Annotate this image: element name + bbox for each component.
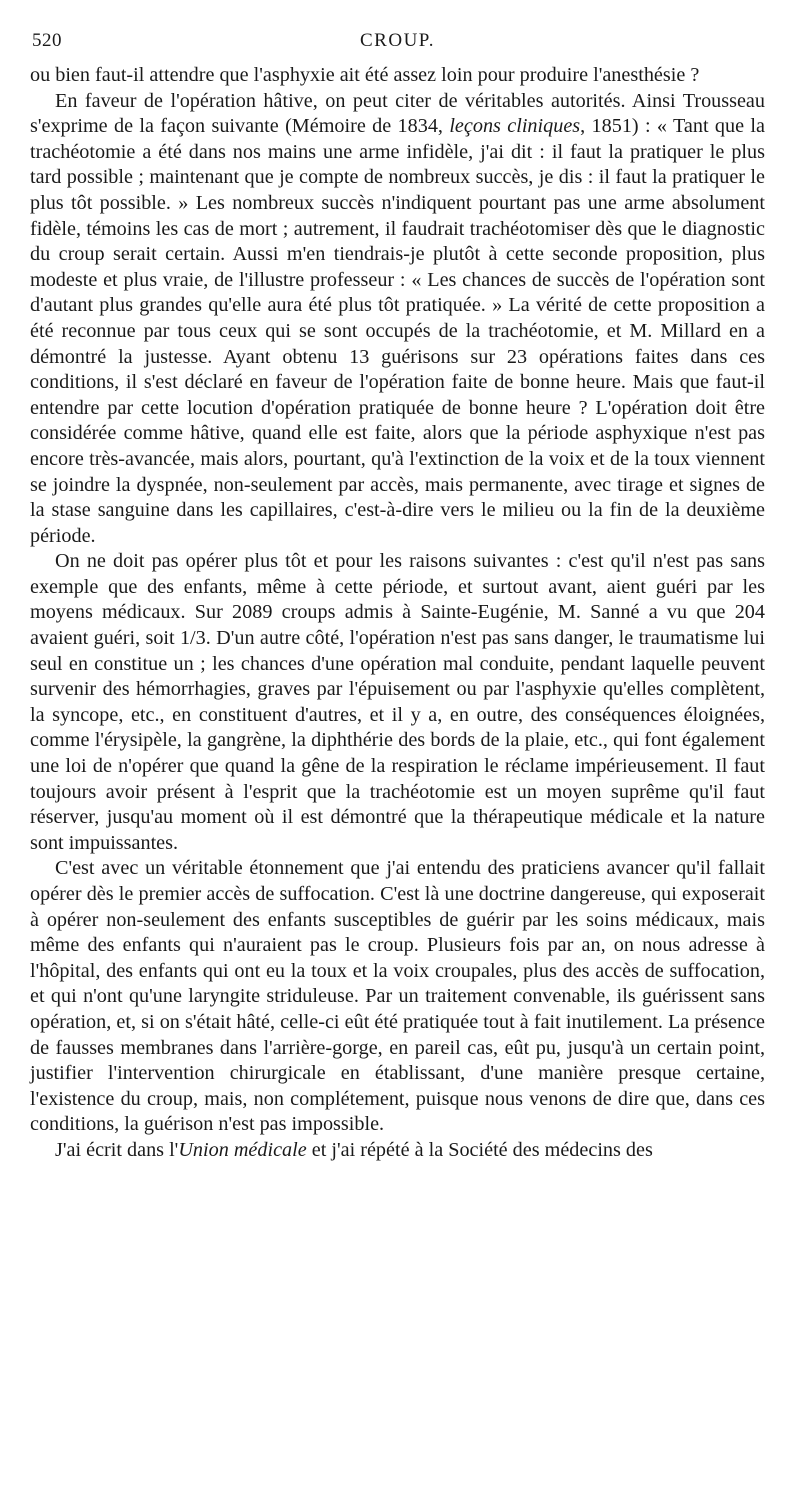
book-page [30, 30, 765, 1164]
paragraph [30, 856, 765, 1138]
page-number: 520 [32, 30, 62, 51]
text-run: C'est avec un véritable étonnement que j'ai entendu des praticiens avancer qu'il fallait opérer dès le premier accès de suffocation. C'est là une doctrine dangereuse, qui exposerait à opérer non-seulement des enfants susceptibles de guérir par les soins médicaux, mais même des enfants qui n'auraient pas le croup. Plusieurs fois par an, on nous adresse à l'hôpital, des enfants qui ont eu la toux et la voix croupales, plus des accès de suffocation, et qui n'ont qu'une laryngite striduleuse. Par un traitement convenable, ils guérissent sans opération, et, si on s'était hâté, celle-ci eût été pratiquée tout à fait inutilement. La présence de fausses membranes dans l'arrière-gorge, en pareil cas, eût pu, jusqu'à un certain point, justifier l'intervention chirurgicale en établissant, d'une manière presque certaine, l'existence du croup, mais, non complétement, puisque nous venons de dire que, dans ces conditions, la guérison n'est pas impossible. [30, 857, 765, 1136]
paragraph [30, 89, 765, 550]
body-text [30, 63, 765, 1164]
running-head: CROUP. [360, 30, 435, 51]
italic-text: Union médicale [178, 1138, 307, 1161]
text-run: J'ai écrit dans l' [55, 1138, 179, 1161]
page-header [30, 30, 765, 60]
paragraph [30, 63, 765, 89]
text-run: On ne doit pas opérer plus tôt et pour les raisons suivantes : c'est qu'il n'est pas sans exemple que des enfants, même à cette période, et surtout avant, aient guéri par les moyens médicaux. Sur 2089 croups admis à Sainte-Eugénie, M. Sanné a vu que 204 avaient guéri, soit 1/3. D'un autre côté, l'opération n'est pas sans danger, le traumatisme lui seul en constitue un ; les chances d'une opération mal conduite, pendant laquelle peuvent survenir des hémorrhagies, graves par l'épuisement ou par l'asphyxie qu'elles complètent, la syncope, etc., en constituent d'autres, et il y a, en outre, des conséquences éloignées, comme l'érysipèle, la gangrène, la diphthérie des bords de la plaie, etc., qui font également une loi de n'opérer que quand la gêne de la respiration le réclame impérieusement. Il faut toujours avoir présent à l'esprit que la trachéotomie est un moyen suprême qu'il faut réserver, jusqu'au moment où il est démontré que la thérapeutique médicale et la nature sont impuissantes. [30, 550, 765, 854]
paragraph [30, 1138, 765, 1164]
text-run: ou bien faut-il attendre que l'asphyxie ait été assez loin pour produire l'anesthésie ? [30, 64, 700, 86]
italic-text: leçons cliniques [449, 115, 581, 138]
paragraph [30, 549, 765, 856]
text-run: , 1851) : « Tant que la trachéotomie a été dans nos mains une arme infidèle, j'ai dit : il faut la pratiquer le plus tard possible ; maintenant que je compte de nombreux succès, je dis : il faut la pratiquer le plus tôt possible. » Les nombreux succès n'indiquent pourtant pas une arme absolument fidèle, témoins les cas de mort ; autrement, il faudrait trachéotomiser dès que le diagnostic du croup serait certain. Aussi m'en tiendrais-je plutôt à cette seconde proposition, plus modeste et plus vraie, de l'illustre professeur : « Les chances de succès de l'opération sont d'autant plus grandes qu'elle aura été plus tôt pratiquée. » La vérité de cette proposition a été reconnue par tous ceux qui se sont occupés de la trachéotomie, et M. Millard en a démontré la justesse. Ayant obtenu 13 guérisons sur 23 opérations faites dans ces conditions, il s'est déclaré en faveur de l'opération faite de bonne heure. Mais que faut-il entendre par cette locution d'opération pratiquée de bonne heure ? L'opération doit être considérée comme hâtive, quand elle est faite, alors que la période asphyxique n'est pas encore très-avancée, mais alors, pourtant, qu'à l'extinction de la voix et de la toux viennent se joindre la dyspnée, non-seulement par accès, mais permanente, avec tirage et signes de la stase sanguine dans les capillaires, c'est-à-dire vers le milieu ou la fin de la deuxième période. [30, 115, 765, 547]
text-run: En faveur de l'opération hâtive, on peut citer de véritables autorités. Ainsi Trousseau s'exprime de la façon suivante (Mémoire de 1834, [30, 89, 765, 138]
text-run: et j'ai répété à la Société des médecins des [306, 1138, 653, 1161]
